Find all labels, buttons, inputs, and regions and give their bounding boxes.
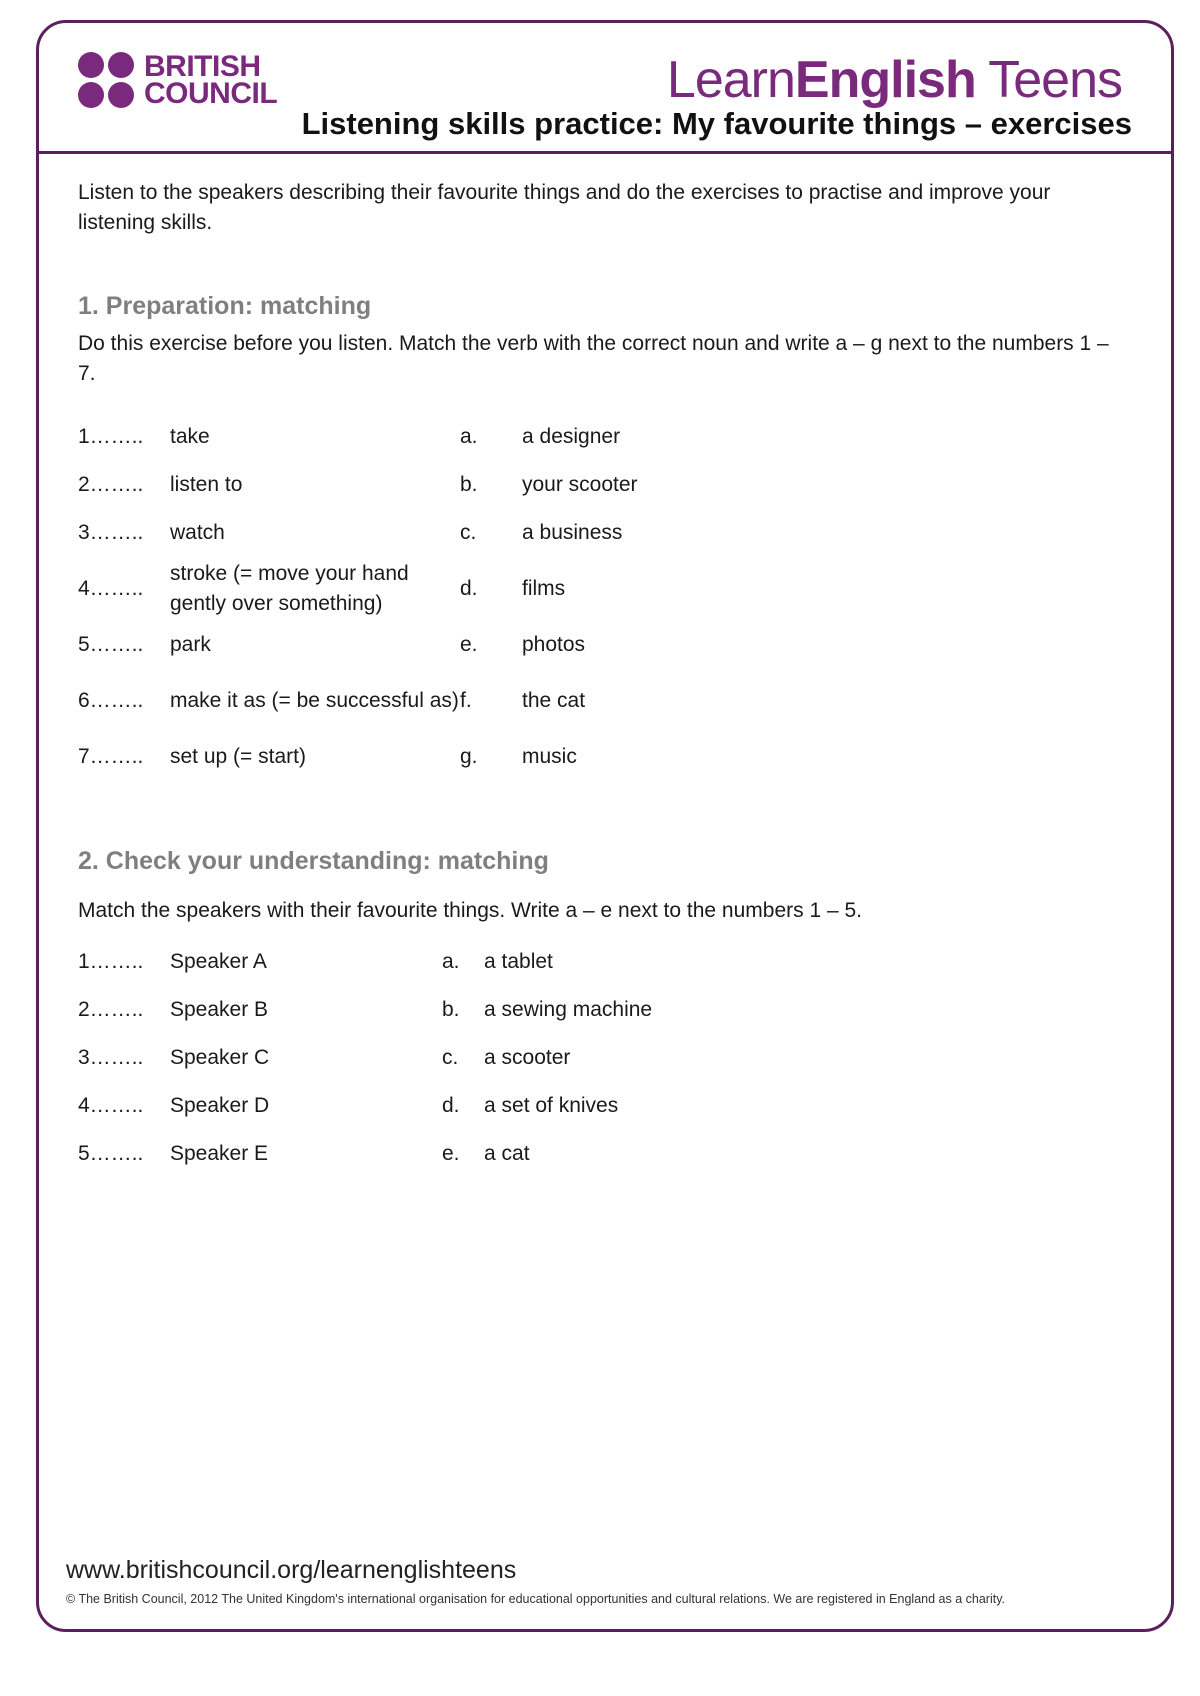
section1-heading: 1. Preparation: matching — [78, 292, 372, 320]
verb-cell: make it as (= be successful as) — [170, 689, 459, 712]
verb-cell: take — [170, 425, 210, 448]
table-row — [78, 986, 884, 1034]
noun-cell: a designer — [522, 425, 621, 448]
intro-text: Listen to the speakers describing their favourite things and do the exercises to practise and improve your listening skills. — [78, 181, 1051, 234]
verb-cell: set up (= start) — [170, 745, 306, 768]
table-row — [78, 733, 922, 781]
matching-table-1 — [78, 413, 922, 781]
option-letter: d. — [442, 1094, 460, 1117]
option-letter: f. — [460, 689, 472, 712]
option-letter: c. — [460, 521, 477, 544]
item-cell: a cat — [484, 1142, 530, 1165]
item-cell: a tablet — [484, 950, 553, 973]
table-row — [78, 557, 922, 621]
answer-blank[interactable]: 4…….. — [78, 1094, 144, 1117]
option-letter: d. — [460, 577, 478, 600]
answer-blank[interactable]: 2…….. — [78, 998, 144, 1021]
table-row — [78, 461, 922, 509]
table-row — [78, 509, 922, 557]
option-letter: a. — [442, 950, 460, 973]
speaker-cell: Speaker C — [170, 1046, 270, 1069]
option-letter: e. — [460, 633, 478, 656]
section-preparation — [78, 292, 1118, 781]
answer-blank[interactable]: 1…….. — [78, 425, 144, 448]
speaker-cell: Speaker A — [170, 950, 267, 973]
answer-blank[interactable]: 5…….. — [78, 633, 144, 656]
header-divider — [36, 151, 1174, 154]
option-letter: e. — [442, 1142, 460, 1165]
option-letter: a. — [460, 425, 478, 448]
speaker-cell: Speaker E — [170, 1142, 269, 1165]
table-row — [78, 669, 922, 733]
section1-instruction: Do this exercise before you listen. Match the verb with the correct noun and write a – g next to the numbers 1 – 7. — [78, 332, 1109, 385]
answer-blank[interactable]: 3…….. — [78, 521, 144, 544]
verb-cell: park — [170, 633, 211, 656]
main-content — [78, 178, 1118, 1178]
table-row — [78, 621, 922, 669]
matching-table-2 — [78, 938, 884, 1178]
answer-blank[interactable]: 4…….. — [78, 577, 144, 600]
answer-blank[interactable]: 1…….. — [78, 950, 144, 973]
table-row — [78, 938, 884, 986]
section2-instruction: Match the speakers with their favourite things. Write a – e next to the numbers 1 – 5. — [78, 899, 863, 922]
section2-heading: 2. Check your understanding: matching — [78, 847, 549, 875]
noun-cell: the cat — [522, 689, 586, 712]
logo-text: BRITISH COUNCIL — [144, 50, 278, 110]
option-letter: b. — [442, 998, 460, 1021]
answer-blank[interactable]: 7…….. — [78, 745, 144, 768]
section-understanding — [78, 847, 1118, 1178]
verb-cell: stroke (= move your hand gently over something) — [170, 562, 409, 615]
noun-cell: films — [522, 577, 566, 600]
footer-copyright: © The British Council, 2012 The United Kingdom's international organisation for educational opportunities and cultural relations. We are registered in England as a charity. — [66, 1592, 1005, 1606]
verb-cell: watch — [170, 521, 225, 544]
answer-blank[interactable]: 3…….. — [78, 1046, 144, 1069]
speaker-cell: Speaker D — [170, 1094, 270, 1117]
item-cell: a sewing machine — [484, 998, 653, 1021]
table-row — [78, 1130, 884, 1178]
verb-cell: listen to — [170, 473, 243, 496]
item-cell: a set of knives — [484, 1094, 619, 1117]
noun-cell: a business — [522, 521, 623, 544]
noun-cell: music — [522, 745, 577, 768]
table-row — [78, 1034, 884, 1082]
learnenglish-teens-logo: LearnEnglish Teens — [666, 51, 1122, 109]
speaker-cell: Speaker B — [170, 998, 269, 1021]
answer-blank[interactable]: 6…….. — [78, 689, 144, 712]
british-council-logo — [78, 52, 277, 108]
item-cell: a scooter — [484, 1046, 571, 1069]
noun-cell: photos — [522, 633, 586, 656]
table-row — [78, 1082, 884, 1130]
option-letter: b. — [460, 473, 478, 496]
noun-cell: your scooter — [522, 473, 638, 496]
page-title: Listening skills practice: My favourite things – exercises — [301, 106, 1132, 141]
answer-blank[interactable]: 5…….. — [78, 1142, 144, 1165]
option-letter: c. — [442, 1046, 459, 1069]
logo-dots-icon — [78, 52, 134, 108]
footer-url[interactable]: www.britishcouncil.org/learnenglishteens — [66, 1556, 517, 1584]
answer-blank[interactable]: 2…….. — [78, 473, 144, 496]
option-letter: g. — [460, 745, 478, 768]
table-row — [78, 413, 922, 461]
